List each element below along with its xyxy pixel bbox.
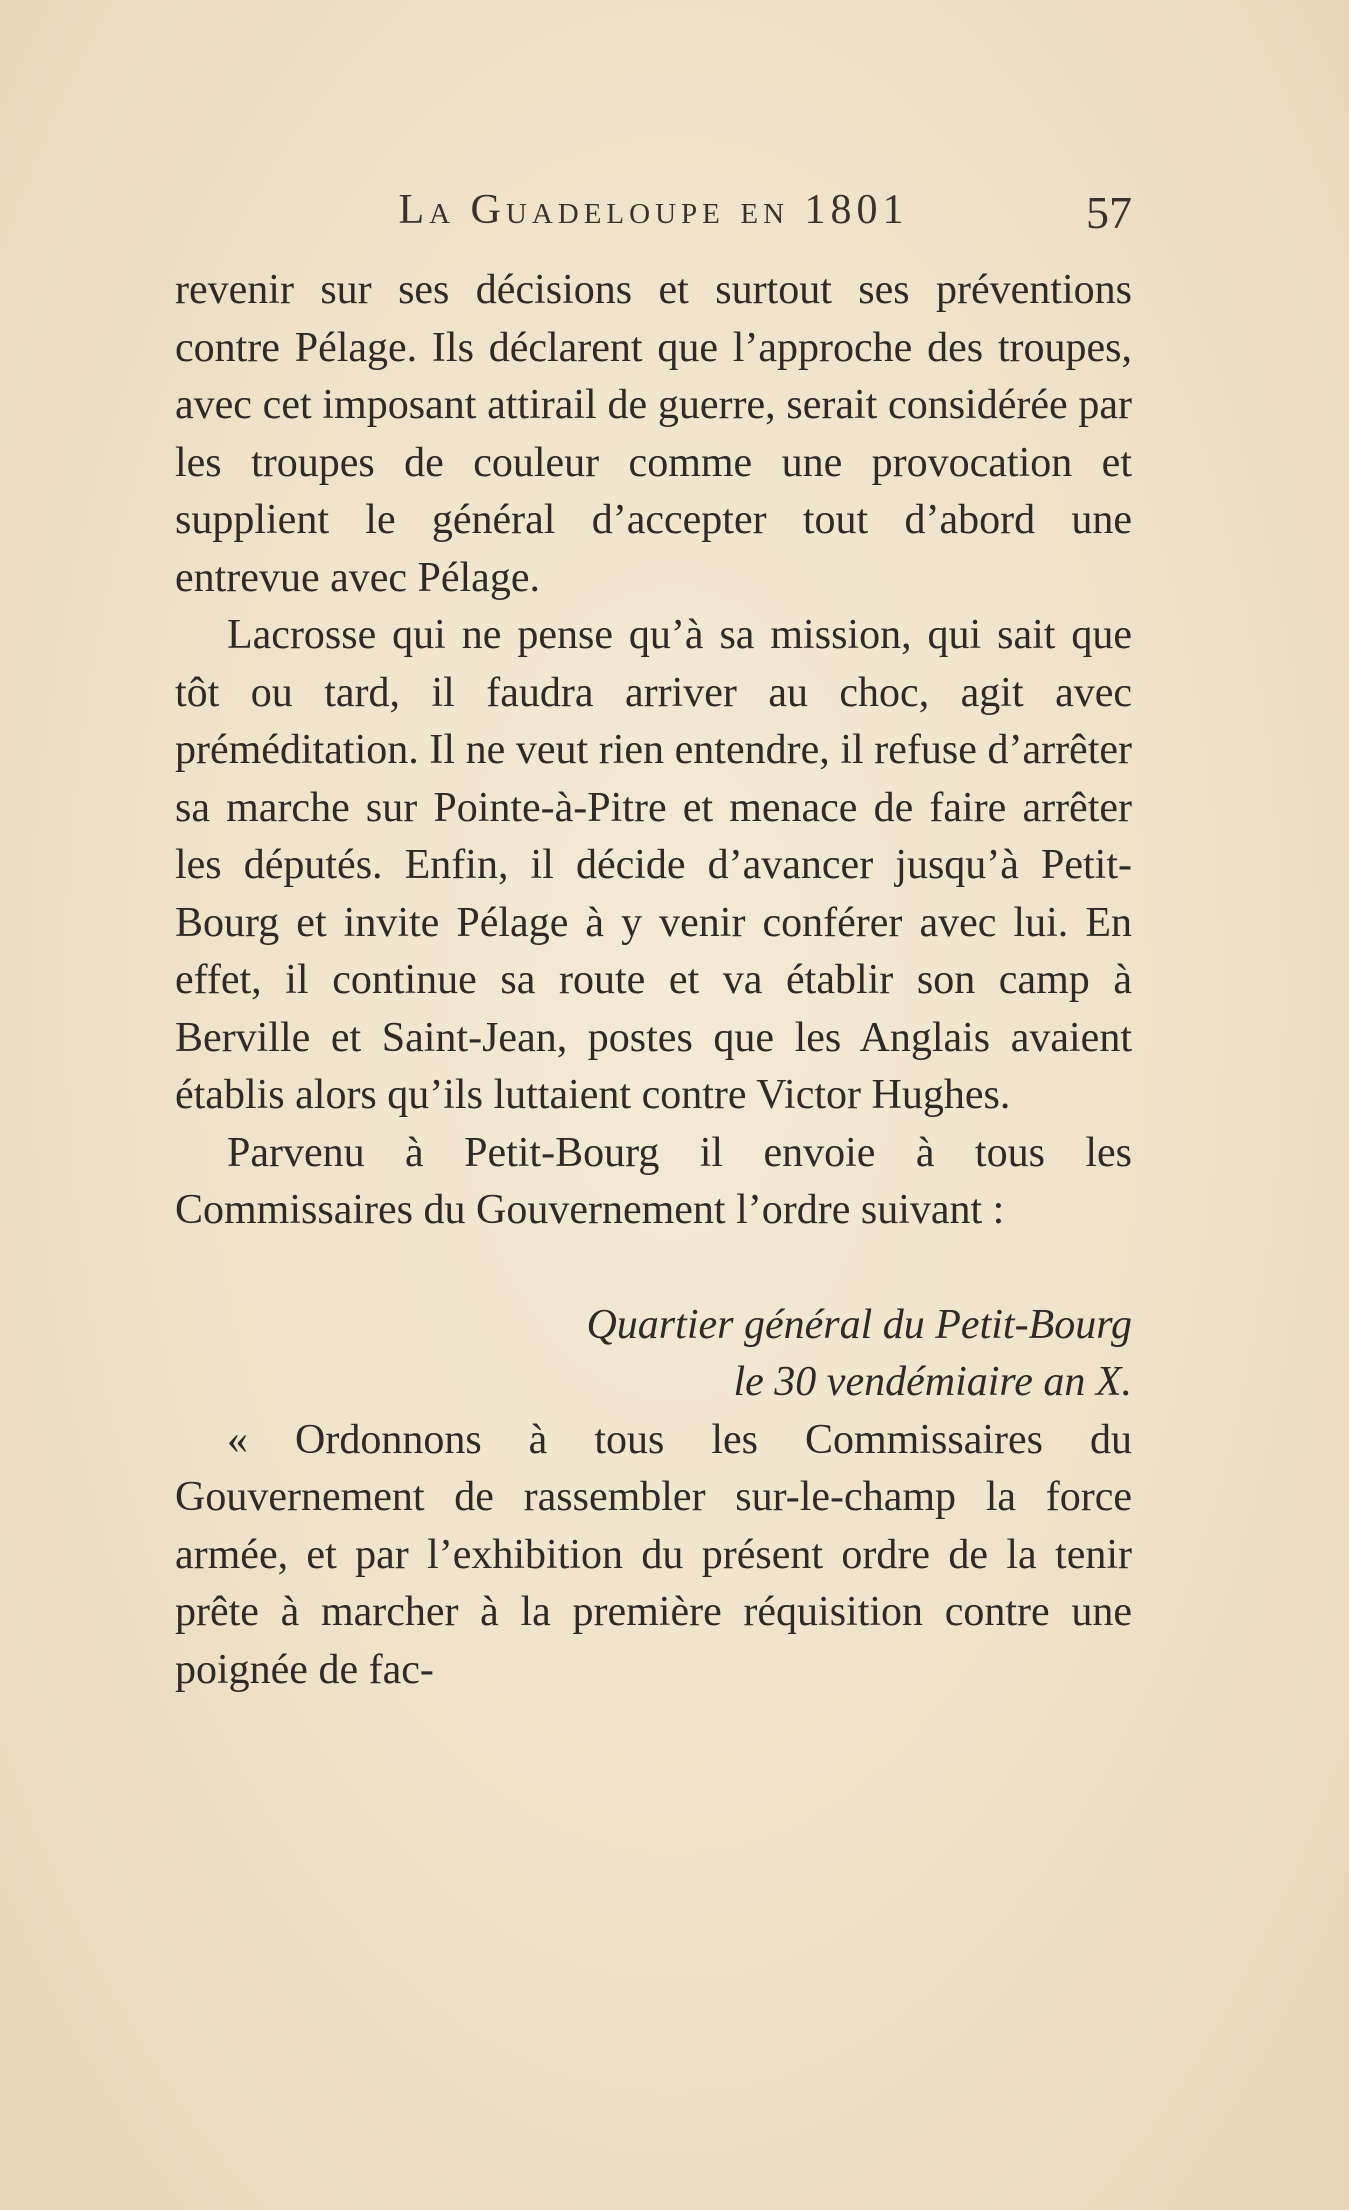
quoted-order: « Ordonnons à tous les Commissaires du Gouvernement de rassembler sur-le-champ la force armée, et par l’exhibition du présent ordre de la tenir prête à marcher à la première réquisition contre une poignée de fac- [175,1416,1132,1693]
body-text [175,262,1132,1699]
paragraph-order-intro: Parvenu à Petit-Bourg il envoie à tous les Commissaires du Gouvernement l’ordre suivant : [175,1129,1132,1233]
page-number: 57 [1086,187,1132,238]
paragraph-lacrosse: Lacrosse qui ne pense qu’à sa mission, qui sait que tôt ou tard, il faudra arriver au choc, agit avec préméditation. Il ne veut rien entendre, il refuse d’arrêter sa marche sur Pointe-à-Pitre et menace de faire arrêter les députés. Enfin, il décide d’avancer jusqu’à Petit-Bourg et invite Pélage à y venir conférer avec lui. En effet, il continue sa route et va établir son camp à Berville et Saint-Jean, postes que les Anglais avaient établis alors qu’ils luttaient contre Victor Hughes. [175,612,1132,1118]
page-header [175,186,1132,242]
dateline-location: Quartier général du Petit-Bourg [586,1301,1132,1348]
dateline-date: le 30 vendémiaire an X. [733,1359,1132,1405]
paragraph-continuation: revenir sur ses décisions et surtout ses préventions contre Pélage. Ils déclarent que l’approche des troupes, avec cet imposant attirail de guerre, serait considérée par les troupes de couleur comme une provocation et supplient le général d’accepter tout d’abord une entrevue avec Pélage. [175,267,1132,601]
dateline [175,1297,1132,1412]
running-title: La Guadeloupe en 1801 [398,187,909,233]
